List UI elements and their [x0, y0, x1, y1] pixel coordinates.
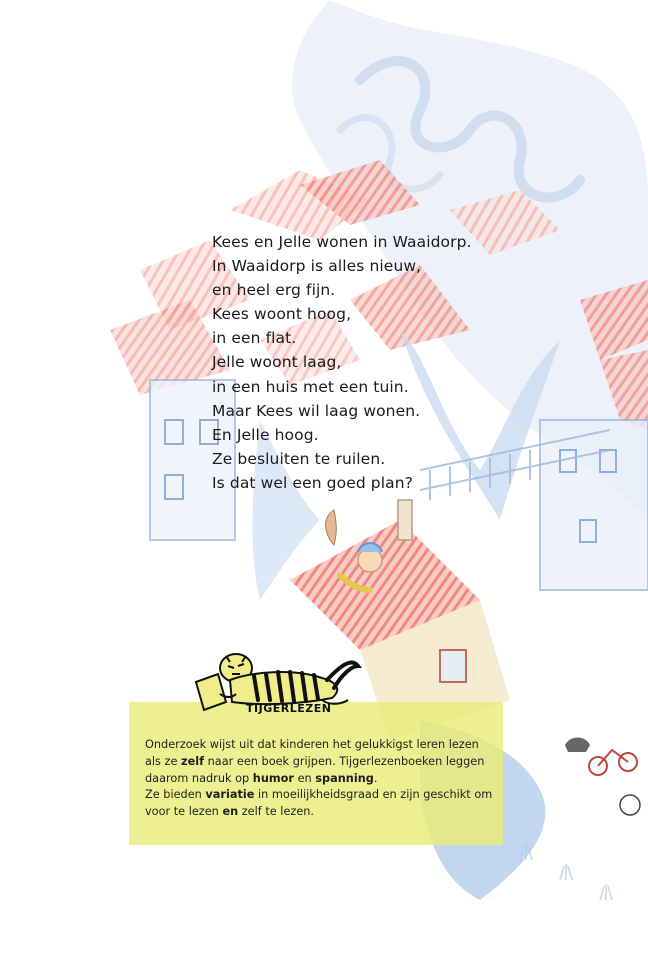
logo-wordmark: TIJGERLEZEN [246, 702, 332, 715]
bicycle [589, 750, 637, 775]
quill [326, 510, 337, 545]
promo-box [129, 702, 503, 845]
poem-line: Jelle woont laag, [212, 353, 342, 372]
poem-line: Maar Kees wil laag wonen. [212, 401, 421, 420]
window [440, 650, 466, 682]
dog-shape [565, 738, 590, 753]
poem-text [212, 230, 492, 495]
grass-tufts [520, 844, 612, 900]
promo-text: Onderzoek wijst uit dat kinderen het gelukkigst leren lezen als ze zelf naar een boek grijpen. Tijgerlezenboeken leggen daarom nadruk op humor en spanning. Ze bieden variatie in moeilijkheidsgraad en zijn geschikt om voor te lezen en zelf te lezen. [145, 738, 493, 819]
poem-line: Is dat wel een goed plan? [212, 473, 414, 492]
poem-line: en heel erg fijn. [212, 281, 336, 300]
ball [620, 795, 640, 815]
poem-line: Kees en Jelle wonen in Waaidorp. [212, 233, 472, 251]
poem-line: Kees woont hoog, [212, 305, 352, 324]
poem-line: In Waaidorp is alles nieuw, [212, 257, 422, 276]
poem-line: in een huis met een tuin. [212, 377, 409, 396]
poem-line: En Jelle hoog. [212, 425, 319, 444]
book-shape [196, 674, 226, 710]
poem-line: Ze besluiten te ruilen. [212, 449, 386, 468]
chimney [398, 500, 412, 540]
poem-line: in een flat. [212, 329, 297, 348]
house-wall [540, 420, 648, 590]
